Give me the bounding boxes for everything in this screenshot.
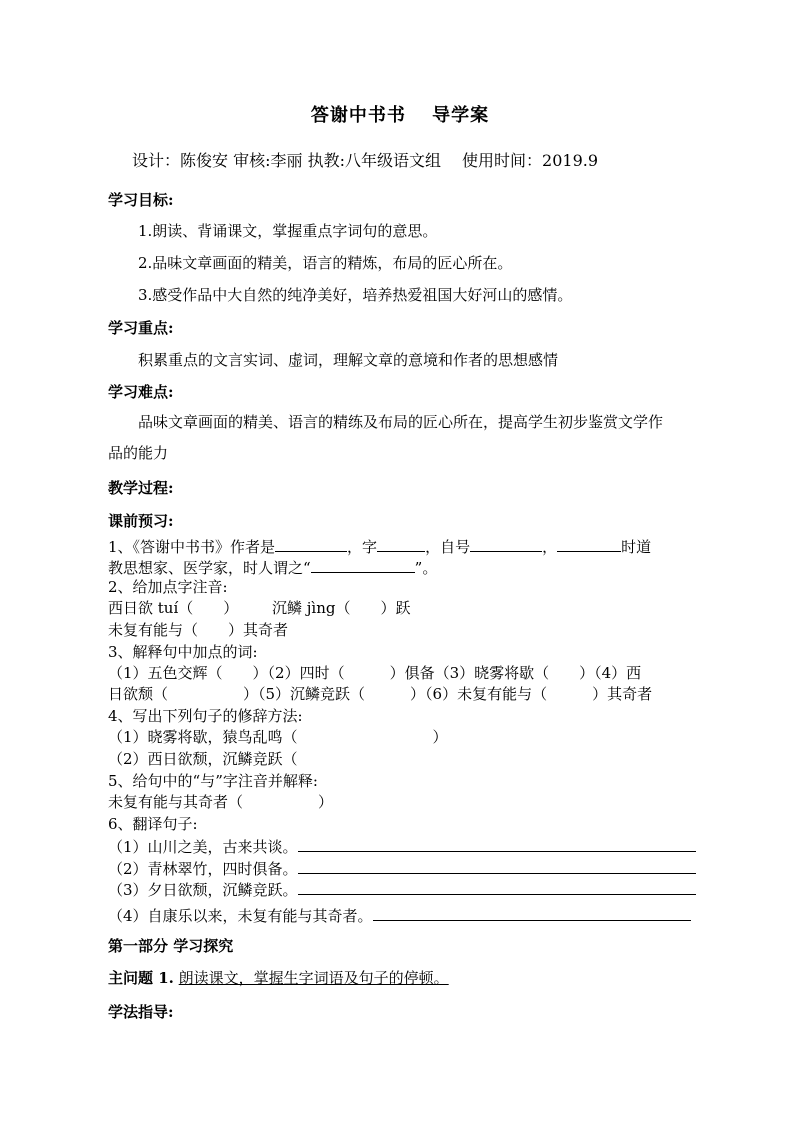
main-question-1: 主问题 1. 朗读课文，掌握生字词语及句子的停顿。 — [108, 969, 449, 987]
question-1: 1、《答谢中书书》作者是 ，字 ，自号 ， 时道 — [108, 535, 651, 557]
question-2-label: 2、给加点字注音: — [108, 578, 228, 596]
question-2-item: 未复有能与（ ）其奇者 — [108, 621, 289, 639]
question-6-label: 6、翻译句子: — [108, 815, 198, 833]
answer-blank[interactable] — [373, 904, 691, 921]
answer-blank[interactable] — [470, 535, 542, 552]
answer-blank[interactable] — [298, 857, 696, 874]
page-title: 答谢中书书 导学案 — [310, 105, 490, 126]
author-info: 设计：陈俊安 审核:李丽 执教:八年级语文组 使用时间：2019.9 — [132, 151, 599, 170]
question-3-line: 日欲颓（ ）（5）沉鳞竞跃（ ）（6）未复有能与（ ）其奇者 — [108, 685, 653, 703]
question-5-item: 未复有能与其奇者（ ） — [108, 793, 334, 811]
translate-item: （4）自康乐以来，未复有能与其奇者。 — [108, 904, 691, 926]
preview-heading: 课前预习: — [108, 512, 174, 530]
question-3-line: （1）五色交辉（ ）（2）四时（ ）俱备（3）晓雾将歇（ ）（4）西 — [108, 664, 642, 682]
answer-blank[interactable] — [311, 556, 415, 573]
objective-item: 2.品味文章画面的精美，语言的精炼，布局的匠心所在。 — [138, 254, 513, 272]
translate-item: （3）夕日欲颓，沉鳞竞跃。 — [108, 878, 696, 900]
translate-item: （2）青林翠竹，四时俱备。 — [108, 857, 696, 879]
answer-blank[interactable] — [557, 535, 621, 552]
question-3-label: 3、解释句中加点的词: — [108, 643, 258, 661]
question-5-label: 5、给句中的“与”字注音并解释: — [108, 772, 318, 790]
process-heading: 教学过程: — [108, 479, 174, 497]
question-2-item: 沉鳞 jìng（ ）跃 — [272, 599, 411, 617]
method-heading: 学法指导: — [108, 1003, 174, 1021]
focus-heading: 学习重点: — [108, 319, 174, 337]
focus-text: 积累重点的文言实词、虚词，理解文章的意境和作者的思想感情 — [138, 351, 559, 369]
question-2-item: 西日欲 tuí（ ） — [108, 599, 239, 617]
difficulty-text-cont: 品的能力 — [108, 444, 169, 462]
answer-blank[interactable] — [298, 878, 696, 895]
question-4-item: （1）晓雾将歇，猿鸟乱鸣（ ） — [108, 728, 448, 746]
difficulty-text: 品味文章画面的精美、语言的精练及布局的匠心所在，提高学生初步鉴赏文学作 — [138, 413, 664, 431]
question-1-cont: 教思想家、医学家，时人谓之“ ”。 — [108, 556, 437, 578]
objectives-heading: 学习目标: — [108, 191, 174, 209]
objective-item: 3.感受作品中大自然的纯净美好，培养热爱祖国大好河山的感情。 — [138, 286, 573, 304]
difficulty-heading: 学习难点: — [108, 383, 174, 401]
translate-item: （1）山川之美，古来共谈。 — [108, 835, 696, 857]
answer-blank[interactable] — [275, 535, 347, 552]
objective-item: 1.朗读、背诵课文，掌握重点字词句的意思。 — [138, 222, 438, 240]
part1-heading: 第一部分 学习探究 — [108, 937, 234, 955]
answer-blank[interactable] — [377, 535, 425, 552]
question-4-label: 4、写出下列句子的修辞方法: — [108, 707, 303, 725]
answer-blank[interactable] — [298, 835, 696, 852]
question-4-item: （2）西日欲颓，沉鳞竞跃（ — [108, 750, 298, 768]
